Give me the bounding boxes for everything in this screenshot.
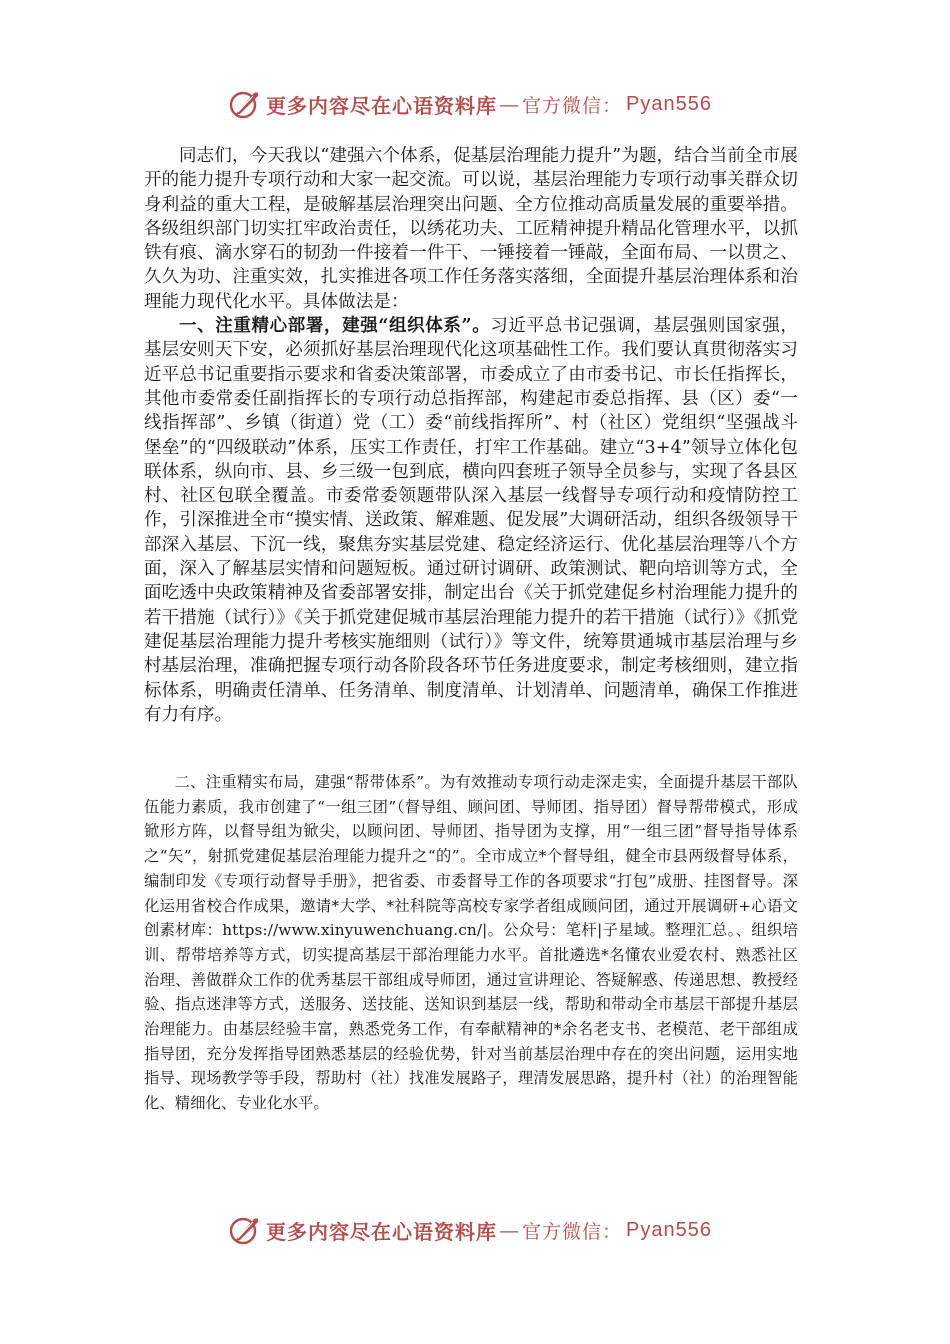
banner-wechat-label: 官方微信： [522,94,623,117]
section-1-heading: 一、注重精心部署，建强“组织体系”。 [179,316,491,337]
section-2-paragraph: 二、注重精实布局，建强“帮带体系”。为有效推动专项行动走深走实，全面提升基层干部队伍能力素质，我市创建了“一组三团”（督导组、顾问团、导师团、指导团）督导帮带模式，形成锨形方阵，以督导组为锨尖，以顾问团、导师团、指导团为支撑，用“一组三团”督导指导体系之“矢”，射抓党建促基层治理能力提升之“的”。全市成立*个督导组，健全市县两级督导体系，编制印发《专项行动督导手册》，把省委、市委督导工作的各项要求“打包”成册、挂图督导。深化运用省校合作成果，邀请*大学、*社科院等高校专家学者组成顾问团，通过开展调研+心语文创素材库：https://www.xinyuwenchuang.cn/|。公众号：笔杆|子星域。整理汇总。、组织培训、帮带培养等方式，切实提高基层干部治理能力水平。首批遴选*名懂农业爱农村、熟悉社区治理、善做群众工作的优秀基层干部组成导师团，通过宣讲理论、答疑解惑、传递思想、教授经验、指点迷津等方式，送服务、送技能、送知识到基层一线，帮助和带动全市基层干部提升基层治理能力。由基层经验丰富，熟悉党务工作，有奉献精神的*余名老支书、老模范、老干部组成指导团，充分发挥指导团熟悉基层的经验优势，针对当前基层治理中存在的突出问题，运用实地指导、现场教学等手段，帮助村（社）找准发展路子，理清发展思路，提升村（社）的治理智能化、精细化、专业化水平。 [144,773,798,1113]
banner-wechat-label: 官方微信： [522,1220,623,1243]
document-body-part-2 [144,770,798,1116]
footer-banner [228,1210,748,1250]
banner-brand: 更多内容尽在心语资料库 [266,93,497,118]
banner-separator: — [499,1218,520,1242]
quill-logo-icon [228,87,262,121]
quill-logo-icon [228,1213,262,1247]
section-1-paragraph [144,314,798,727]
banner-brand: 更多内容尽在心语资料库 [266,1219,497,1244]
banner-separator: — [499,92,520,116]
intro-paragraph: 同志们，今天我以“建强六个体系，促基层治理能力提升”为题，结合当前全市展开的能力提升专项行动和大家一起交流。可以说，基层治理能力专项行动事关群众切身利益的重大工程，是破解基层治理突出问题、全方位推动高质量发展的重要举措。各级组织部门切实扛牢政治责任，以绣花功夫、工匠精神提升精品化管理水平，以抓铁有痕、滴水穿石的韧劲一件接着一件干、一锤接着一锤敲，全面布局、一以贯之、久久为功、注重实效，扎实推进各项工作任务落实落细，全面提升基层治理体系和治理能力现代化水平。具体做法是： [144,146,798,312]
document-body-part-1 [144,144,798,727]
section-1-text: 习近平总书记强调，基层强则国家强，基层安则天下安，必须抓好基层治理现代化这项基础性工作。我们要认真贯彻落实习近平总书记重要指示要求和省委决策部署，市委成立了由市委书记、市长任指挥长，其他市委常委任副指挥长的专项行动总指挥部，构建起市委总指挥、县（区）委“一线指挥部”、乡镇（街道）党（工）委“前线指挥所”、村（社区）党组织“坚强战斗堡垒”的“四级联动”体系，压实工作责任，打牢工作基础。建立“3+4”领导立体化包联体系，纵向市、县、乡三级一包到底，横向四套班子领导全员参与，实现了各县区村、社区包联全覆盖。市委常委领题带队深入基层一线督导专项行动和疫情防控工作，引深推进全市“摸实情、送政策、解难题、促发展”大调研活动，组织各级领导干部深入基层、下沉一线，聚焦夯实基层党建、稳定经济运行、优化基层治理等八个方面，深入了解基层实情和问题短板。通过研讨调研、政策测试、靶向培训等方式，全面吃透中央政策精神及省委部署安排，制定出台《关于抓党建促乡村治理能力提升的若干措施（试行）》《关于抓党建促城市基层治理能力提升的若干措施（试行）》《抓党建促基层治理能力提升考核实施细则（试行）》等文件，统筹贯通城市基层治理与乡村基层治理，准确把握专项行动各阶段各环节任务进度要求，制定考核细则，建立指标体系，明确责任清单、任务清单、制度清单、计划清单、问题清单，确保工作推进有力有序。 [144,316,798,725]
banner-wechat-id: Pyan556 [626,1218,712,1241]
header-banner [228,84,748,124]
banner-wechat-id: Pyan556 [626,92,712,115]
